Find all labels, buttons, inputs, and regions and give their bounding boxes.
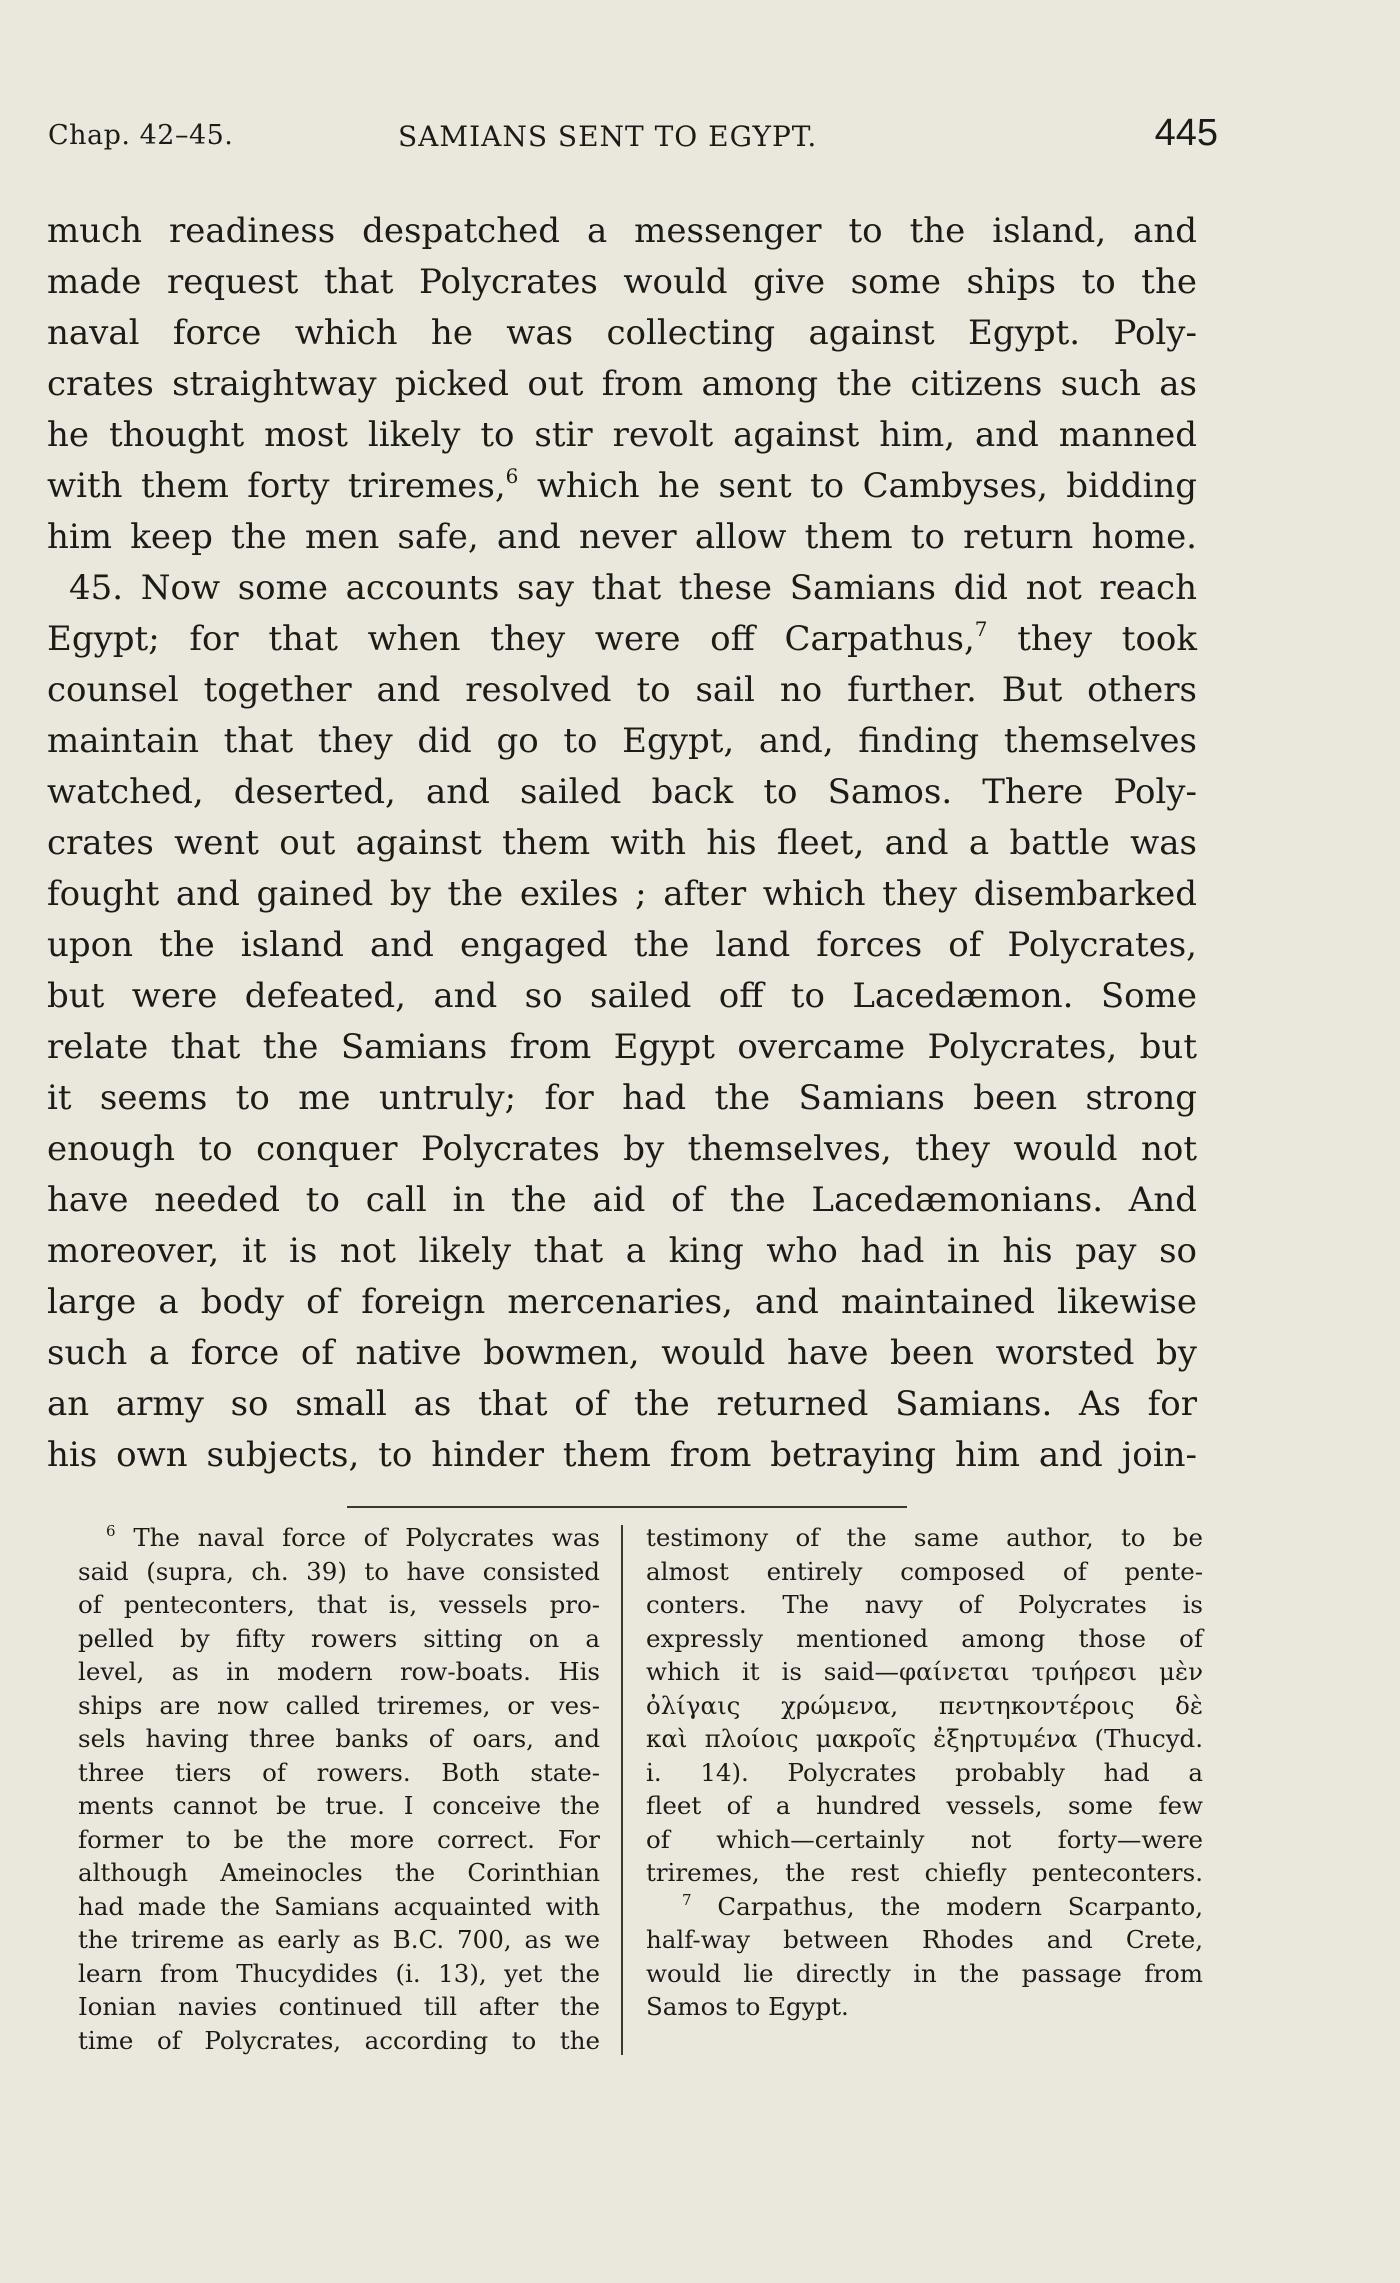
footnote-line: triremes, the rest chiefly penteconters. [646, 1858, 1203, 1887]
text-line: 45. Now some accounts say that these Samians did not reach [69, 568, 1197, 608]
text-segment: Egypt; for that when they were off Carpathus, [47, 619, 975, 659]
footnote-line: three tiers of rowers. Both state- [78, 1757, 600, 1787]
footnote-line: fleet of a hundred vessels, some few [646, 1791, 1203, 1820]
footnote-line: learn from Thucydides (i. 13), yet the [78, 1958, 600, 1988]
text-line: large a body of foreign mercenaries, and maintained likewise [47, 1282, 1197, 1322]
text-line: crates went out against them with his fleet, and a battle was [47, 823, 1197, 863]
text-line [47, 461, 1197, 512]
text-line: relate that the Samians from Egypt overcame Polycrates, but [47, 1027, 1197, 1067]
footnote-line [78, 1521, 600, 1555]
footnote-line: would lie directly in the passage from [646, 1958, 1203, 1988]
footnote-line: ships are now called triremes, or ves- [78, 1690, 600, 1720]
text-line: maintain that they did go to Egypt, and, finding themselves [47, 721, 1197, 761]
text-line: it seems to me untruly; for had the Samians been strong [47, 1078, 1197, 1118]
text-line: his own subjects, to hinder them from betraying him and join- [47, 1435, 1197, 1475]
footnote-line: expressly mentioned among those of [646, 1623, 1203, 1653]
footnote-marker-7: 7 [682, 1890, 692, 1909]
footnote-line: ὀλίγαις χρώμενα, πεντηκοντέροις δὲ [646, 1690, 1203, 1720]
footnote-marker-6: 6 [106, 1522, 116, 1540]
text-line: fought and gained by the exiles ; after which they disembarked [47, 874, 1197, 914]
text-line: naval force which he was collecting against Egypt. Poly- [47, 313, 1197, 353]
text-segment: with them forty triremes, [47, 466, 506, 506]
footnote-line: former to be the more correct. For [78, 1824, 600, 1854]
text-segment: they took [987, 619, 1198, 659]
footnote-line: time of Polycrates, according to the [78, 2025, 600, 2055]
text-line: watched, deserted, and sailed back to Samos. There Poly- [47, 772, 1197, 812]
chapter-reference: Chap. 42–45. [48, 120, 234, 151]
text-line: have needed to call in the aid of the Lacedæmonians. And [47, 1180, 1197, 1220]
page-number: 445 [1154, 112, 1218, 154]
footnote-line: almost entirely composed of pente- [646, 1556, 1203, 1586]
text-line: him keep the men safe, and never allow them to return home. [47, 517, 1197, 557]
main-text [47, 206, 1197, 1481]
footnote-line: ments cannot be true. I conceive the [78, 1791, 600, 1820]
footnote-line: pelled by fifty rowers sitting on a [78, 1623, 600, 1653]
footnote-line: sels having three banks of oars, and [78, 1724, 600, 1753]
footnote-line: the trireme as early as B.C. 700, as we [78, 1925, 600, 1954]
text-line: made request that Polycrates would give some ships to the [47, 262, 1197, 302]
footnotes [78, 1521, 1208, 2061]
footnote-line: had made the Samians acquainted with [78, 1891, 600, 1921]
footnote-line: testimony of the same author, to be [646, 1523, 1203, 1552]
footnote-line: which it is said—φαίνεται τριήρεσι μὲν [646, 1657, 1203, 1686]
footnote-line: level, as in modern row-boats. His [78, 1657, 600, 1686]
footnote-line: although Ameinocles the Corinthian [78, 1858, 600, 1887]
text-line [47, 614, 1197, 665]
text-segment: which he sent to Cambyses, bidding [518, 466, 1198, 506]
footnote-line: καὶ πλοίοις μακροῖς ἐξηρτυμένα (Thucyd. [646, 1724, 1203, 1753]
footnote-ref-7[interactable]: 7 [974, 617, 988, 641]
text-line: enough to conquer Polycrates by themselves, they would not [47, 1129, 1197, 1169]
text-segment: The naval force of Polycrates was [133, 1523, 600, 1552]
text-line: moreover, it is not likely that a king who had in his pay so [47, 1231, 1197, 1271]
column-divider [621, 1525, 623, 2055]
running-head [48, 112, 1218, 162]
footnote-rule [347, 1506, 907, 1508]
footnote-line: of penteconters, that is, vessels pro- [78, 1590, 600, 1619]
footnote-line: half-way between Rhodes and Crete, [646, 1925, 1203, 1954]
text-line: an army so small as that of the returned Samians. As for [47, 1384, 1197, 1424]
text-line: he thought most likely to stir revolt against him, and manned [47, 415, 1197, 455]
text-line: such a force of native bowmen, would have been worsted by [47, 1333, 1197, 1373]
text-segment: Carpathus, the modern Scarpanto, [717, 1891, 1203, 1921]
text-line: but were defeated, and so sailed off to Lacedæmon. Some [47, 976, 1197, 1016]
footnote-column-right [646, 1521, 1203, 2024]
footnote-line: said (supra, ch. 39) to have consisted [78, 1556, 600, 1586]
text-line: counsel together and resolved to sail no further. But others [47, 670, 1197, 710]
footnote-ref-6[interactable]: 6 [505, 464, 519, 488]
footnote-line: i. 14). Polycrates probably had a [646, 1757, 1203, 1787]
footnote-line: of which—certainly not forty—were [646, 1824, 1203, 1854]
footnote-line: conters. The navy of Polycrates is [646, 1590, 1203, 1619]
page-heading: SAMIANS SENT TO EGYPT. [398, 120, 818, 153]
footnote-column-left [78, 1521, 600, 2057]
footnote-line: Samos to Egypt. [646, 1992, 849, 2021]
text-line: upon the island and engaged the land forces of Polycrates, [47, 925, 1197, 965]
text-line: much readiness despatched a messenger to the island, and [47, 211, 1197, 251]
text-line: crates straightway picked out from among the citizens such as [47, 364, 1197, 404]
footnote-line [646, 1890, 1203, 1924]
footnote-line: Ionian navies continued till after the [78, 1992, 600, 2021]
